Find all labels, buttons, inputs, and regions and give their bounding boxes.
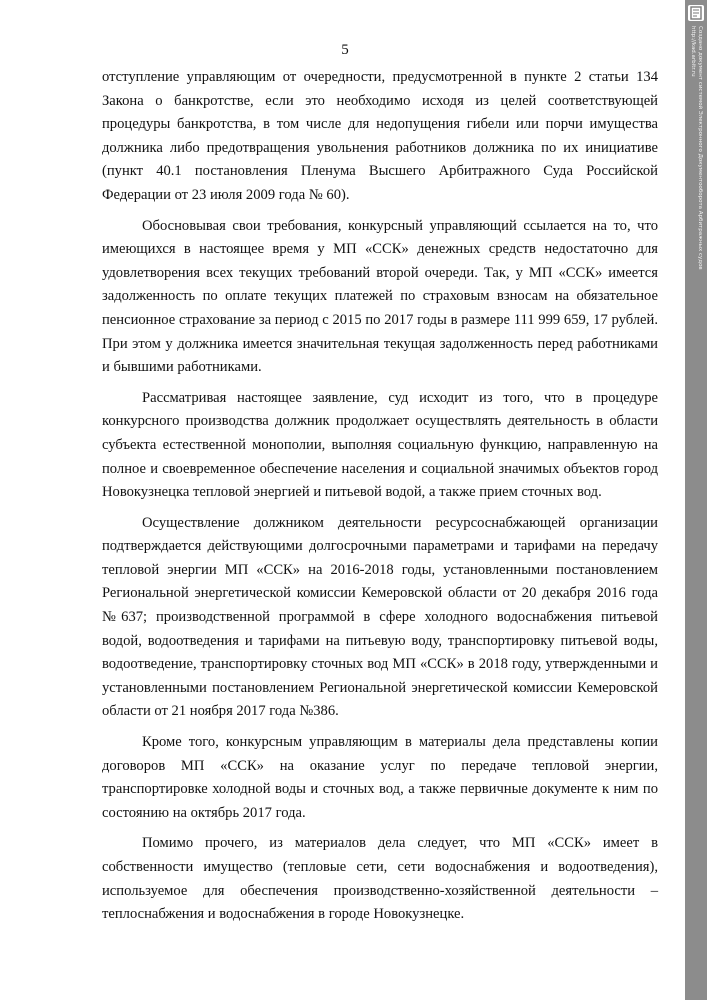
document-body (102, 66, 658, 934)
side-stamp-text (689, 26, 703, 270)
paragraph-2: Обосновывая свои требования, конкурсный управляющий ссылается на то, что имеющихся в настоящее время у МП «ССК» денежных средств недостаточно для удовлетворения всех текущих требований второй очереди. Так, у МП «ССК» имеется задолженность по оплате текущих платежей по страховым взносам на обязательное пенсионное страхование за период с 2015 по 2017 годы в размере 111 999 659, 17 рублей. При этом у должника имеется значительная текущая задолженность перед работниками и бывшими работниками. (102, 217, 658, 376)
side-stamp-line-1: Создано документ системой Электронного Документооборота Арбитражных судов (697, 26, 703, 270)
document-stamp-icon (688, 5, 704, 21)
paragraph-5: Кроме того, конкурсным управляющим в материалы дела представлены копии договоров МП «ССК» на оказание услуг по передаче тепловой энергии, транспортировке холодной воды и сточных вод, а также первичные документе к ним по состоянию на октябрь 2017 года. (102, 734, 658, 821)
page-number: 5 (341, 42, 349, 58)
paragraph-3: Рассматривая настоящее заявление, суд исходит из того, что в процедуре конкурсного производства должник продолжает осуществлять деятельность в области субъекта естественной монополии, выполняя социальную функцию, направленную на полное и своевременное обеспечение населения и социальной значимых объектов город Новокузнецка тепловой энергией и питьевой водой, а также прием сточных вод. (102, 389, 658, 501)
paragraph-6: Помимо прочего, из материалов дела следует, что МП «ССК» имеет в собственности имущество (тепловые сети, сети водоснабжения и водоотведения), используемое для обеспечения производственно-хозяйственной деятельности – теплоснабжения и водоснабжения в городе Новокузнецке. (102, 835, 658, 923)
paragraph-4: Осуществление должником деятельности ресурсоснабжающей организации подтверждается действующими долгосрочными параметрами и тарифами на передачу тепловой энергии МП «ССК» на 2016-2018 годы, установленными постановлением Региональной энергетической комиссии Кемеровской области от 20 декабря 2016 года №637; производственной программой в сфере холодного водоснабжения питьевой водой, водоотведения и тарифами на питьевую воду, транспортировку питьевой воды, водоотведение, транспортировку сточных вод МП «ССК» в 2018 году, утвержденными и установленными постановлением Региональной энергетической комиссии Кемеровской области от 21 ноября 2017 года №386. (102, 514, 658, 720)
side-stamp-line-2: http://kad.arbitr.ru (690, 26, 696, 77)
side-stamp-strip (685, 0, 707, 1000)
paragraph-1: отступление управляющим от очередности, предусмотренной в пункте 2 статьи 134 Закона о банкротстве, если это необходимо исходя из целей соответствующей процедуры банкротства, в том числе для недопущения гибели или порчи имущества должника либо предотвращения увольнения работников должника по их инициативе (пункт 40.1 постановления Пленума Высшего Арбитражного Суда Российской Федерации от 23 июля 2009 года № 60). (102, 69, 658, 203)
